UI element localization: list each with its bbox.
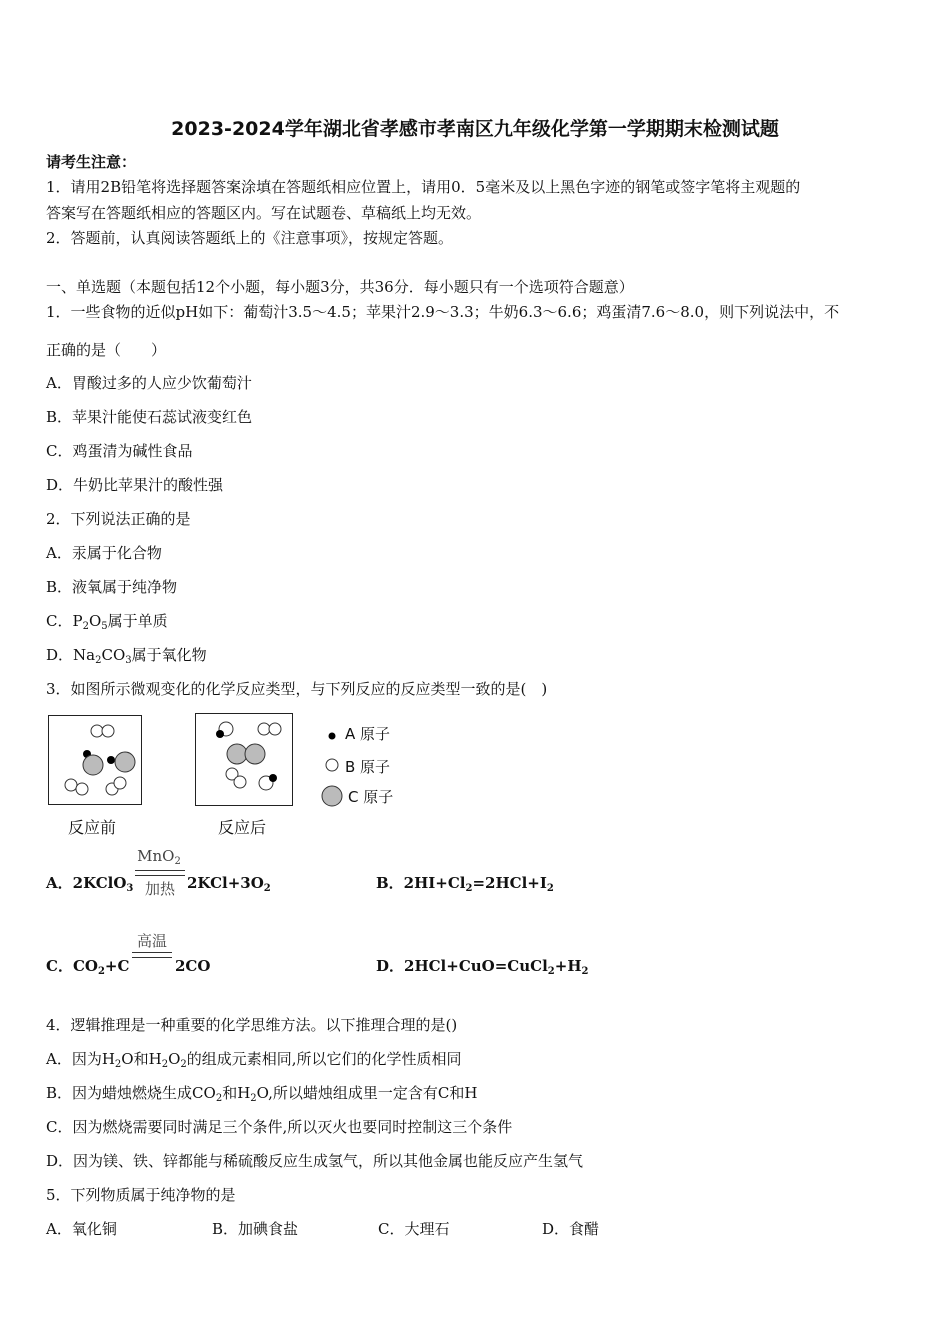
q1-stem-a: 1．一些食物的近似pH如下：葡萄汁3.5～4.5；苹果汁2.9～3.3；牛奶6.3～6.6；鸡蛋清7.6～8.0，则下列说法中，不 bbox=[46, 303, 840, 321]
page-title: 2023-2024学年湖北省孝感市孝南区九年级化学第一学期期末检测试题 bbox=[171, 118, 779, 140]
q3-option-a-condition: 加热 bbox=[144, 880, 175, 898]
section-heading: 一、单选题（本题包括12个小题，每小题3分，共36分．每小题只有一个选项符合题意） bbox=[46, 278, 634, 296]
q3-option-c-product: 2CO bbox=[175, 957, 211, 975]
q3-option-c-equals bbox=[132, 952, 172, 958]
notice-line-1b: 答案写在答题纸相应的答题区内。写在试题卷、草稿纸上均无效。 bbox=[46, 204, 482, 222]
q3-option-c-condition: 高温 bbox=[136, 932, 167, 950]
q5-stem: 5．下列物质属于纯净物的是 bbox=[46, 1186, 236, 1204]
notice-heading: 请考生注意： bbox=[46, 153, 137, 171]
q2-option-d: D．$Na_2CO_3$属于氧化物 bbox=[46, 646, 207, 666]
legend-c-atom: C 原子 bbox=[348, 788, 394, 806]
legend-b-atom: B 原子 bbox=[345, 758, 391, 776]
legend-a-atom: A 原子 bbox=[345, 725, 391, 743]
q5-option-c: C．大理石 bbox=[378, 1220, 450, 1238]
q3-option-d: D．$2HCl+CuO=CuCl_2+H_2$ bbox=[376, 957, 589, 977]
q1-option-d: D．牛奶比苹果汁的酸性强 bbox=[46, 476, 224, 494]
q3-stem: 3．如图所示微观变化的化学反应类型，与下列反应的反应类型一致的是( ) bbox=[46, 680, 548, 698]
q1-option-c: C．鸡蛋清为碱性食品 bbox=[46, 442, 193, 460]
diagram-after bbox=[196, 714, 292, 805]
q4-option-b: B．因为蜡烛燃烧生成$CO_2$和$H_2O$,所以蜡烛组成里一定含有C和H bbox=[46, 1084, 478, 1104]
q3-option-a-catalyst: MnO$_2$ bbox=[137, 847, 181, 867]
q1-stem-b: 正确的是（ ） bbox=[46, 341, 167, 359]
legend-markers bbox=[318, 722, 348, 812]
q3-option-a-equals bbox=[135, 870, 185, 876]
q4-stem: 4．逻辑推理是一种重要的化学思维方法。以下推理合理的是() bbox=[46, 1016, 458, 1034]
q4-option-d: D．因为镁、铁、锌都能与稀硫酸反应生成氢气，所以其他金属也能反应产生氢气 bbox=[46, 1152, 584, 1170]
q2-option-b: B．液氧属于纯净物 bbox=[46, 578, 178, 596]
diagram-after-box bbox=[195, 713, 293, 806]
q1-option-a: A．胃酸过多的人应少饮葡萄汁 bbox=[46, 374, 252, 392]
q3-option-a-product: $2KCl+3O_2$ bbox=[187, 874, 271, 894]
q2-option-c: C．$P_2O_5$属于单质 bbox=[46, 612, 168, 632]
q4-option-a: A．因为$H_2O$和$H_2O_2$的组成元素相同,所以它们的化学性质相同 bbox=[46, 1050, 462, 1070]
q5-option-b: B．加碘食盐 bbox=[212, 1220, 299, 1238]
caption-after: 反应后 bbox=[218, 818, 267, 837]
diagram-before-box bbox=[48, 715, 142, 805]
q2-option-a: A．汞属于化合物 bbox=[46, 544, 162, 562]
q3-option-b: B．$2HI+Cl_2=2HCl+I_2$ bbox=[376, 874, 554, 894]
q1-option-b: B．苹果汁能使石蕊试液变红色 bbox=[46, 408, 253, 426]
q3-option-a-reactant: A．2KClO$_3$ bbox=[46, 874, 134, 894]
q2-stem: 2．下列说法正确的是 bbox=[46, 510, 191, 528]
q4-option-c: C．因为燃烧需要同时满足三个条件,所以灭火也要同时控制这三个条件 bbox=[46, 1118, 513, 1136]
notice-line-2: 2．答题前，认真阅读答题纸上的《注意事项》，按规定答题。 bbox=[46, 229, 454, 247]
notice-line-1a: 1．请用2B铅笔将选择题答案涂填在答题纸相应位置上，请用0．5毫米及以上黑色字迹的钢笔或签字笔将主观题的 bbox=[46, 178, 801, 196]
q5-option-d: D．食醋 bbox=[542, 1220, 600, 1238]
q5-option-a: A．氧化铜 bbox=[46, 1220, 117, 1238]
q3-option-c-reactant: C．$CO_2+C$ bbox=[46, 957, 130, 977]
diagram-before bbox=[49, 716, 141, 804]
caption-before: 反应前 bbox=[68, 818, 117, 837]
